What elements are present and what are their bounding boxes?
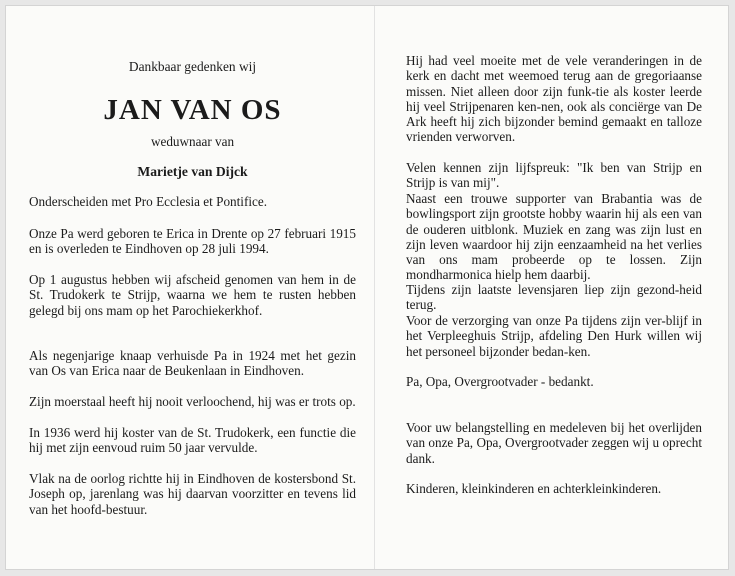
paragraph-union: Vlak na de oorlog richtte hij in Eindhoven de kostersbond St. Joseph op, jarenlang was hij daarvan voorzitter en tevens lid van het hoofd-bestuur. — [29, 471, 356, 517]
memorial-card — [6, 6, 728, 569]
deceased-name: JAN VAN OS — [103, 94, 282, 126]
paragraph-birth-death: Onze Pa werd geboren te Erica in Drente op 27 februari 1915 en is overleden te Eindhoven op 28 juli 1994. — [29, 226, 356, 257]
intro-line: Dankbaar gedenken wij — [128, 59, 257, 74]
spouse-name: Marietje van Dijck — [137, 164, 248, 179]
fold-line — [374, 6, 375, 569]
paragraph-sympathy: Voor uw belangstelling en medeleven bij het overlijden van onze Pa, Opa, Overgrootvader zeggen wij u oprecht dank. — [406, 420, 702, 466]
paragraph-health: Tijdens zijn laatste levensjaren liep zijn gezond-heid terug. — [406, 282, 702, 313]
paragraph-care-thanks: Voor de verzorging van onze Pa tijdens zijn ver-blijf in het Verpleeghuis Strijp, afdeling Den Hurk willen wij het personeel bijzonder bedan-ken. — [406, 313, 702, 359]
signature-family: Kinderen, kleinkinderen en achterkleinkinderen. — [406, 481, 662, 496]
paragraph-sexton: In 1936 werd hij koster van de St. Trudokerk, een functie die hij met zijn eenvoud ruim 50 jaar vervulde. — [29, 425, 356, 456]
paragraph-motto: Velen kennen zijn lijfspreuk: "Ik ben van Strijp en Strijp is van mij". — [406, 160, 702, 191]
paragraph-funeral: Op 1 augustus hebben wij afscheid genomen van hem in de St. Trudokerk te Strijp, waarna we hem te rusten hebben gelegd bij ons mam op het Parochiekerkhof. — [29, 272, 356, 318]
thanks-line: Pa, Opa, Overgrootvader - bedankt. — [406, 374, 594, 389]
honours-line: Onderscheiden met Pro Ecclesia et Pontifice. — [29, 194, 268, 209]
paragraph-hobbies: Naast een trouwe supporter van Brabantia was de bowlingsport zijn grootste hobby waarin hij als een van de ouderen uitblonk. Muziek en zang was zijn lust en zijn leven waardoor hij zijn eenzaamheid na het verlies van ons mam probeerde op te lossen. Zijn mondharmonica hielp hem daarbij. — [406, 191, 702, 283]
paragraph-changes: Hij had veel moeite met de vele veranderingen in de kerk en dacht met weemoed terug aan de gregoriaanse missen. Niet alleen door zijn funk-tie als koster leerde hij veel Strijpenaren ken-nen, ook als conciërge van De Ark heeft hij zich bijzonder bemind gemaakt en talloze vrienden verworven. — [406, 53, 702, 145]
paragraph-mother-tongue: Zijn moerstaal heeft hij nooit verloochend, hij was er trots op. — [29, 394, 356, 409]
paragraph-move: Als negenjarige knaap verhuisde Pa in 1924 met het gezin van Os van Erica naar de Beukenlaan in Eindhoven. — [29, 348, 356, 379]
widower-of-line: weduwnaar van — [150, 134, 235, 149]
